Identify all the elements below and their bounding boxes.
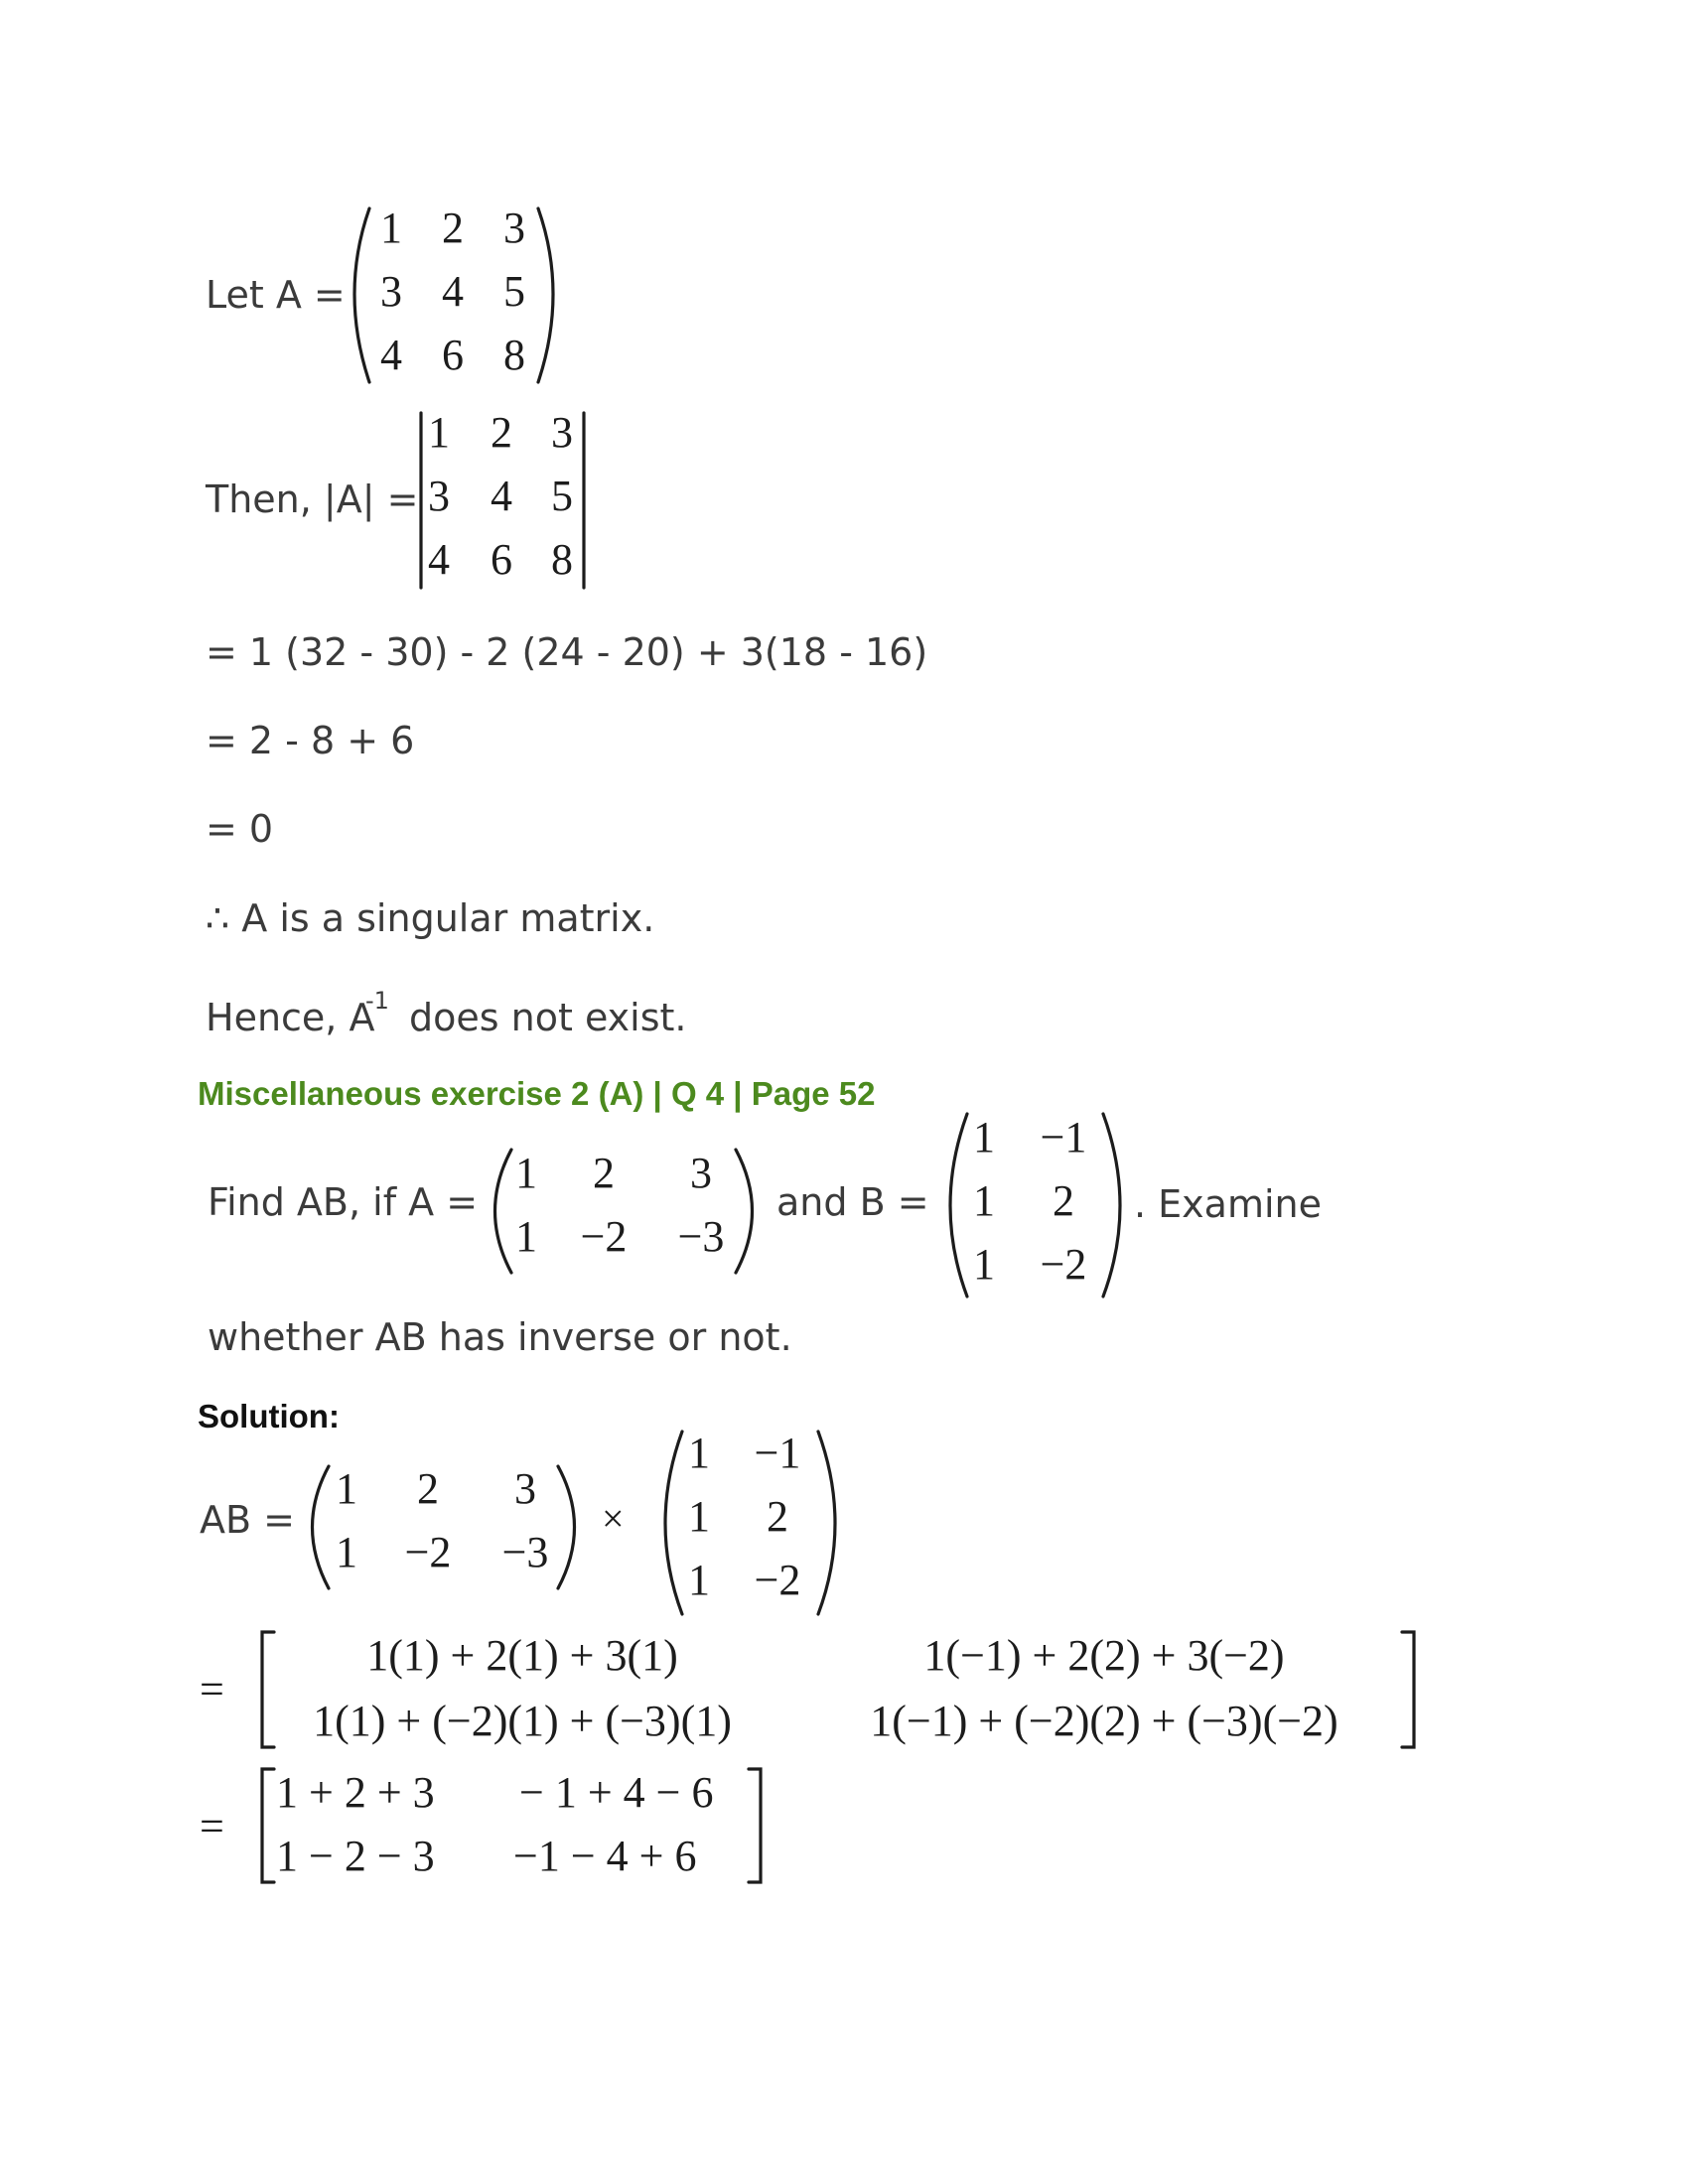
simplify-line: = 2 - 8 + 6 xyxy=(206,719,415,762)
matrix-a-cell: 5 xyxy=(503,267,525,316)
expansion-line: = 1 (32 - 30) - 2 (24 - 20) + 3(18 - 16) xyxy=(206,630,928,674)
matrix-cell: 1 xyxy=(688,1556,710,1604)
matrix-cell: 1 xyxy=(688,1492,710,1541)
matrix-cell: 3 xyxy=(690,1149,712,1197)
matrix-cell: 2 xyxy=(417,1464,439,1513)
expanded-entry: 1(1) + (−2)(1) + (−3)(1) xyxy=(313,1697,732,1745)
expanded-entry: 1(−1) + (−2)(2) + (−3)(−2) xyxy=(870,1697,1338,1745)
matrix-cell: 2 xyxy=(767,1492,788,1541)
expanded-entry: 1(1) + 2(1) + 3(1) xyxy=(366,1631,678,1680)
det-cell: 3 xyxy=(428,472,450,520)
matrix-a-cell: 8 xyxy=(503,331,525,379)
hence-suffix: does not exist. xyxy=(409,996,687,1039)
det-cell: 4 xyxy=(428,535,450,584)
find-ab-label: Find AB, if A = xyxy=(208,1180,479,1224)
question-heading: Miscellaneous exercise 2 (A) | Q 4 | Page 52 xyxy=(198,1075,876,1112)
matrix-a-cell: 3 xyxy=(380,267,402,316)
det-cell: 8 xyxy=(551,535,573,584)
inverse-superscript: -1 xyxy=(365,987,389,1015)
matrix-a-cell: 4 xyxy=(442,267,464,316)
equals-sign: = xyxy=(200,1665,224,1713)
simplified-entry: 1 + 2 + 3 xyxy=(276,1768,435,1817)
matrix-cell: −1 xyxy=(754,1429,801,1477)
matrix-cell: 1 xyxy=(973,1240,995,1289)
matrix-cell: 1 xyxy=(336,1464,357,1513)
simplified-entry: − 1 + 4 − 6 xyxy=(519,1768,714,1817)
then-det-label: Then, |A| = xyxy=(206,478,419,521)
matrix-cell: −2 xyxy=(1040,1240,1087,1289)
solution-label: Solution: xyxy=(198,1398,340,1434)
times-symbol: × xyxy=(602,1496,625,1541)
equals-sign: = xyxy=(200,1802,224,1850)
matrix-a-cell: 2 xyxy=(442,204,464,252)
singular-statement: ∴ A is a singular matrix. xyxy=(206,896,655,940)
matrix-a-cell: 4 xyxy=(380,331,402,379)
matrix-cell: 2 xyxy=(593,1149,615,1197)
det-cell: 3 xyxy=(551,408,573,457)
matrix-a-cell: 3 xyxy=(503,204,525,252)
matrix-cell: 1 xyxy=(688,1429,710,1477)
ab-label: AB = xyxy=(200,1498,295,1542)
det-cell: 6 xyxy=(491,535,512,584)
det-cell: 1 xyxy=(428,408,450,457)
matrix-cell: 3 xyxy=(514,1464,536,1513)
let-a-label: Let A = xyxy=(206,273,346,317)
matrix-cell: 1 xyxy=(515,1149,537,1197)
hence-prefix: Hence, A xyxy=(206,996,375,1039)
and-b-label: and B = xyxy=(776,1180,929,1224)
det-cell: 5 xyxy=(551,472,573,520)
matrix-cell: −1 xyxy=(1040,1113,1087,1161)
matrix-cell: 2 xyxy=(1053,1176,1074,1225)
matrix-cell: −3 xyxy=(501,1528,549,1576)
matrix-cell: 1 xyxy=(973,1176,995,1225)
det-cell: 4 xyxy=(491,472,512,520)
det-cell: 2 xyxy=(491,408,512,457)
expanded-entry: 1(−1) + 2(2) + 3(−2) xyxy=(923,1631,1285,1680)
matrix-cell: −3 xyxy=(677,1212,725,1261)
matrix-a-cell: 6 xyxy=(442,331,464,379)
matrix-cell: 1 xyxy=(336,1528,357,1576)
examine-text: . Examine xyxy=(1134,1182,1322,1226)
question-line-2: whether AB has inverse or not. xyxy=(208,1315,792,1359)
matrix-a-cell: 1 xyxy=(380,204,402,252)
matrix-cell: −2 xyxy=(580,1212,628,1261)
zero-line: = 0 xyxy=(206,807,274,851)
matrix-cell: −2 xyxy=(754,1556,801,1604)
simplified-entry: −1 − 4 + 6 xyxy=(513,1832,697,1880)
matrix-cell: 1 xyxy=(973,1113,995,1161)
matrix-cell: 1 xyxy=(515,1212,537,1261)
simplified-entry: 1 − 2 − 3 xyxy=(276,1832,435,1880)
matrix-cell: −2 xyxy=(404,1528,452,1576)
